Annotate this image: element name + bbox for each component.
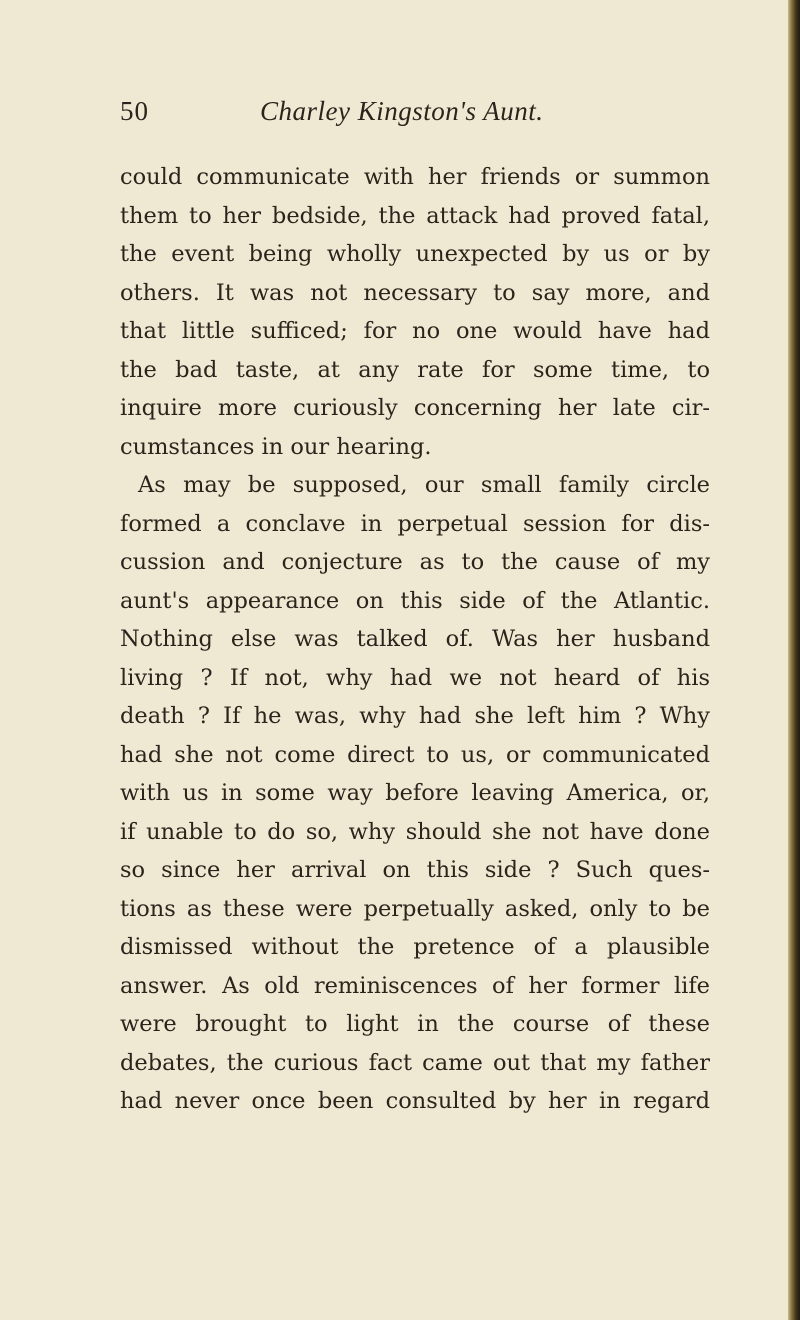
running-title: Charley Kingston's Aunt.: [260, 96, 544, 126]
text-line: the bad taste, at any rate for some time, to: [120, 356, 710, 383]
text-line: them to her bedside, the attack had proved fatal,: [120, 202, 710, 229]
page-number: 50: [120, 96, 149, 126]
text-line: Nothing else was talked of. Was her husband: [120, 626, 710, 652]
text-line: so since her arrival on this side ? Such ques-: [120, 857, 710, 883]
text-line: dismissed without the pretence of a plausible: [120, 934, 710, 960]
text-line: living ? If not, why had we not heard of his: [120, 664, 710, 691]
text-line: were brought to light in the course of these: [120, 1011, 710, 1037]
text-line: tions as these were perpetually asked, only to be: [120, 895, 710, 922]
text-line: formed a conclave in perpetual session for dis-: [120, 510, 710, 537]
text-line: the event being wholly unexpected by us or by: [120, 241, 710, 267]
text-line: debates, the curious fact came out that my father: [120, 1049, 710, 1076]
text-line: answer. As old reminiscences of her former life: [120, 972, 710, 999]
body-text: [120, 158, 710, 1121]
text-line: if unable to do so, why should she not have done: [120, 818, 710, 845]
text-line: others. It was not necessary to say more, and: [120, 279, 710, 306]
text-line: could communicate with her friends or summon: [120, 164, 710, 190]
text-line: with us in some way before leaving America, or,: [120, 780, 710, 806]
text-line: cumstances in our hearing.: [120, 433, 432, 460]
text-line: that little sufficed; for no one would have had: [120, 318, 710, 344]
text-line: death ? If he was, why had she left him ? Why: [120, 703, 710, 729]
text-line: inquire more curiously concerning her late cir-: [120, 395, 710, 421]
text-line: aunt's appearance on this side of the Atlantic.: [120, 587, 710, 614]
text-line: had never once been consulted by her in regard: [120, 1088, 710, 1114]
paragraph-start-line: As may be supposed, our small family circle: [138, 472, 710, 498]
running-head: [120, 96, 748, 136]
text-line: cussion and conjecture as to the cause of my: [120, 549, 710, 575]
text-line: had she not come direct to us, or communicated: [120, 741, 710, 768]
page-edge: [788, 0, 800, 1320]
